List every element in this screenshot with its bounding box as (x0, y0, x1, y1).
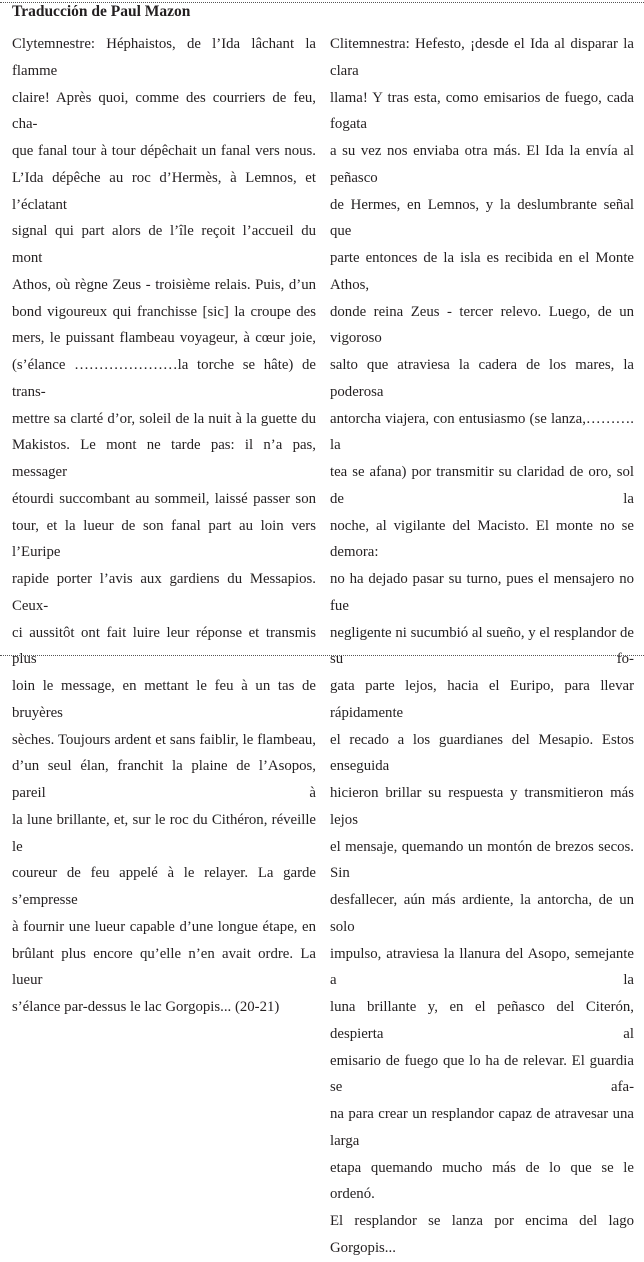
spanish-text-line: luna brillante y, en el peñasco del Citerón, despierta al (330, 999, 634, 1042)
spanish-text-line: llama! Y tras esta, como emisarios de fuego, cada fogata (330, 89, 634, 133)
spanish-text-line: desfallecer, aún más ardiente, la antorcha, de un solo (330, 892, 634, 935)
french-text-line: signal qui part alors de l’île reçoit l’accueil du mont (12, 223, 316, 266)
french-text-line: que fanal tour à tour dépêchait un fanal vers nous. (12, 143, 316, 159)
french-text-line: d’un seul élan, franchit la plaine de l’Asopos, pareil à (12, 758, 316, 801)
french-text-line: Athos, où règne Zeus - troisième relais. Puis, d’un (12, 276, 316, 293)
spanish-text-line: hicieron brillar su respuesta y transmitieron más lejos (330, 785, 634, 828)
spanish-text-line: donde reina Zeus - tercer relevo. Luego, de un vigoroso (330, 303, 634, 347)
french-text-line: coureur de feu appelé à le relayer. La garde s’empresse (12, 865, 316, 908)
spanish-text-line: etapa quemando mucho más de lo que se le ordenó. (330, 1159, 634, 1203)
french-text-line: rapide porter l’avis aux gardiens du Messapios. Ceux- (12, 571, 316, 614)
spanish-text-line: parte entonces de la isla es recibida en el Monte Athos, (330, 250, 634, 293)
bottom-dotted-rule (0, 655, 644, 656)
french-text-line: à fournir une lueur capable d’une longue étape, en (12, 918, 316, 935)
french-text-line: la lune brillante, et, sur le roc du Cithéron, réveille le (12, 811, 316, 855)
spanish-column (330, 31, 634, 1262)
spanish-text-line: el recado a los guardianes del Mesapio. Estos enseguida (330, 731, 634, 775)
french-text-line: brûlant plus encore qu’elle n’en avait ordre. La lueur (12, 945, 316, 989)
french-text-line: L’Ida dépêche au roc d’Hermès, à Lemnos, et l’éclatant (12, 169, 316, 213)
french-text-line: Clytemnestre: Héphaistos, de l’Ida lâchant la flamme (12, 36, 316, 79)
spanish-text-line: impulso, atraviesa la llanura del Asopo, semejante a la (330, 945, 634, 989)
spanish-text-line: el mensaje, quemando un montón de brezos secos. Sin (330, 838, 634, 882)
spanish-text-line: gata parte lejos, hacia el Euripo, para llevar rápidamente (330, 678, 634, 721)
spanish-text-line: negligente ni sucumbió al sueño, y el resplandor de su fo- (330, 624, 634, 668)
french-text-line: sèches. Toujours ardent et sans faiblir, le flambeau, (12, 731, 316, 748)
french-text-line: étourdi succombant au sommeil, laissé passer son (12, 490, 316, 507)
spanish-text-line: tea se afana) por transmitir su claridad de oro, sol de la (330, 464, 634, 507)
spanish-text-line: El resplandor se lanza por encima del lago Gorgopis... (330, 1213, 634, 1256)
translation-heading: Traducción de Paul Mazon (12, 3, 191, 20)
french-text-line: (s’élance …………………la torche se hâte) de trans- (12, 357, 316, 400)
spanish-text-line: na para crear un resplandor capaz de atravesar una larga (330, 1106, 634, 1149)
spanish-text-line: salto que atraviesa la cadera de los mares, la poderosa (330, 357, 634, 400)
spanish-text-line: Clitemnestra: Hefesto, ¡desde el Ida al disparar la clara (330, 36, 634, 79)
spanish-text-line: no ha dejado pasar su turno, pues el mensajero no fue (330, 571, 634, 614)
spanish-text-line: de Hermes, en Lemnos, y la deslumbrante señal que (330, 196, 634, 240)
french-text-line: mettre sa clarté d’or, soleil de la nuit à la guette du (12, 410, 316, 427)
french-column (12, 31, 316, 1021)
spanish-text-line: antorcha viajera, con entusiasmo (se lanza,………. la (330, 410, 634, 454)
spanish-text-line: emisario de fuego que lo ha de relevar. El guardia se afa- (330, 1052, 634, 1096)
french-text-line: mers, le puissant flambeau voyageur, à cœur joie, (12, 330, 316, 347)
french-text-line: tour, et la lueur de son fanal part au loin vers l’Euripe (12, 517, 316, 561)
spanish-text-line: a su vez nos enviaba otra más. El Ida la envía al peñasco (330, 143, 634, 186)
spanish-text-line: noche, al vigilante del Macisto. El monte no se demora: (330, 517, 634, 561)
french-text-line: bond vigoureux qui franchisse [sic] la croupe des (12, 303, 316, 320)
french-text-line: ci aussitôt ont fait luire leur réponse et transmis plus (12, 624, 316, 668)
french-text-line: s’élance par-dessus le lac Gorgopis... (20-21) (12, 999, 280, 1015)
french-text-line: Makistos. Le mont ne tarde pas: il n’a pas, messager (12, 437, 316, 480)
french-text-line: loin le message, en mettant le feu à un tas de bruyères (12, 678, 316, 721)
french-text-line: claire! Après quoi, comme des courriers de feu, cha- (12, 89, 316, 133)
